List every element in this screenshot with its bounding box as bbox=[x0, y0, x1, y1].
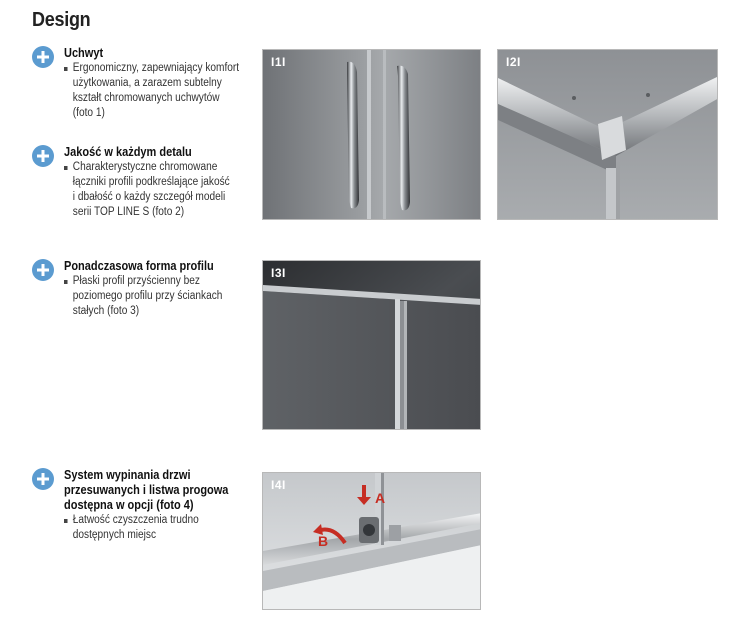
feature-heading: System wypinania drzwi przesuwanych i listwa progowa dostępna w opcji (foto 4) bbox=[64, 468, 229, 512]
sliding-system-photo bbox=[262, 472, 481, 610]
feature-bullet: Płaski profil przyścienny bez poziomego profilu przy ściankach stałych (foto 3) bbox=[64, 274, 240, 319]
plus-icon bbox=[32, 46, 54, 68]
feature-bullet: Ergonomiczny, zapewniający komfort użytkowania, a zarazem subtelny kształt chromowanych uchwytów (foto 1) bbox=[64, 61, 240, 121]
photo-label: I1I bbox=[271, 55, 286, 69]
plus-icon bbox=[32, 259, 54, 281]
photo-label: I4I bbox=[271, 478, 286, 492]
feature-bullet: Łatwość czyszczenia trudno dostępnych miejsc bbox=[64, 513, 240, 543]
photo-label: I2I bbox=[506, 55, 521, 69]
wall-profile-photo bbox=[262, 260, 481, 430]
photo-label: I3I bbox=[271, 266, 286, 280]
page-title: Design bbox=[32, 9, 91, 31]
feature-heading: Jakość w każdym detalu bbox=[64, 145, 192, 159]
marker-a-label: A bbox=[375, 490, 386, 506]
plus-icon bbox=[32, 145, 54, 167]
feature-heading: Ponadczasowa forma profilu bbox=[64, 259, 214, 273]
feature-heading: Uchwyt bbox=[64, 46, 104, 60]
feature-bullet: Charakterystyczne chromowane łączniki profili podkreślające jakość i dbałość o każdy szczegół modeli serii TOP LINE S (foto 2) bbox=[64, 160, 240, 220]
marker-b-label: B bbox=[318, 533, 329, 549]
corner-profile-photo bbox=[497, 49, 718, 220]
handles-photo bbox=[262, 49, 481, 220]
plus-icon bbox=[32, 468, 54, 490]
